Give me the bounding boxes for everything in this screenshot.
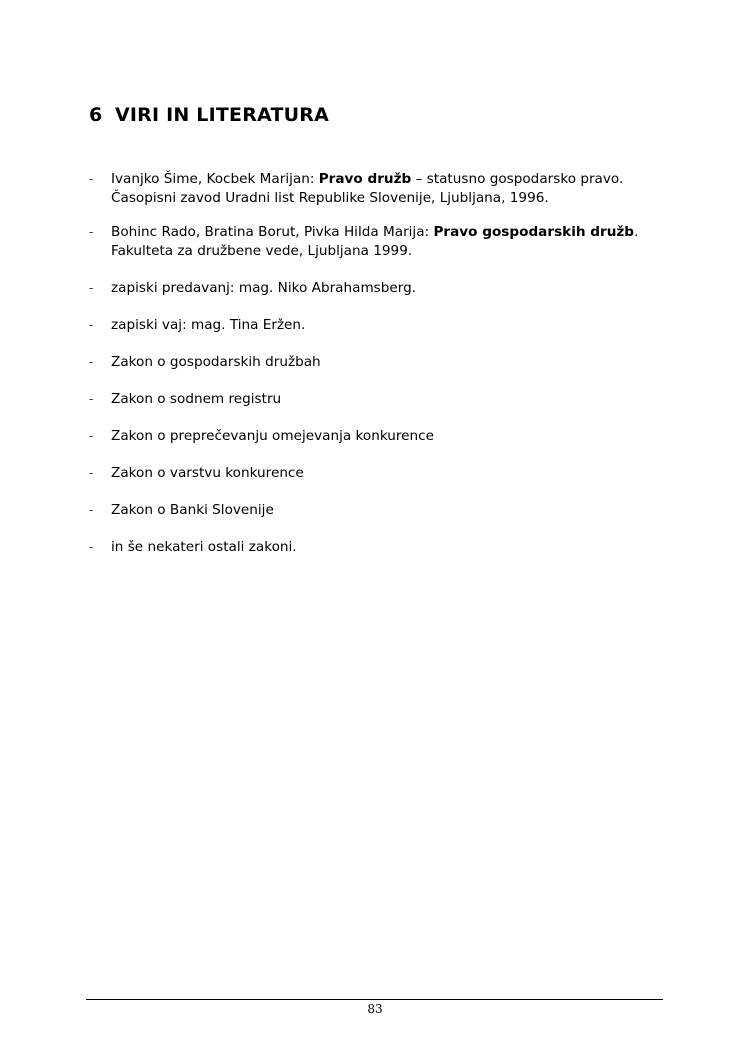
- list-dash: -: [89, 281, 94, 295]
- footer-divider: [86, 999, 663, 1000]
- list-dash: -: [89, 392, 94, 406]
- reference-title: Pravo družb: [318, 171, 412, 187]
- section-heading: [89, 104, 329, 126]
- reference-text: zapiski predavanj: mag. Niko Abrahamsberg.: [111, 280, 417, 296]
- reference-publisher: Časopisni zavod Uradni list Republike Slovenije, Ljubljana, 1996.: [111, 190, 549, 206]
- reference-text: in še nekateri ostali zakoni.: [111, 539, 297, 555]
- reference-line-1: [111, 170, 689, 189]
- reference-item: [89, 464, 689, 483]
- reference-text: Zakon o Banki Slovenije: [111, 502, 274, 518]
- reference-item: [89, 316, 689, 335]
- reference-text: zapiski vaj: mag. Tina Eržen.: [111, 317, 306, 333]
- reference-publisher: Fakulteta za družbene vede, Ljubljana 1999.: [111, 243, 413, 259]
- reference-item: [89, 279, 689, 298]
- reference-item: [89, 353, 689, 372]
- page-number: 83: [367, 1002, 383, 1016]
- reference-list: [89, 170, 689, 557]
- reference-title: Pravo gospodarskih družb: [433, 224, 635, 240]
- list-dash: -: [89, 172, 94, 186]
- reference-text: Zakon o varstvu konkurence: [111, 465, 304, 481]
- section-number: 6: [89, 104, 103, 126]
- reference-subtitle: – statusno gospodarsko pravo.: [411, 171, 624, 187]
- list-dash: -: [89, 503, 94, 517]
- reference-item: [89, 170, 689, 208]
- section-title: VIRI IN LITERATURA: [115, 104, 329, 126]
- list-dash: -: [89, 225, 94, 239]
- list-dash: -: [89, 466, 94, 480]
- reference-text: Zakon o gospodarskih družbah: [111, 354, 321, 370]
- list-dash: -: [89, 318, 94, 332]
- list-dash: -: [89, 540, 94, 554]
- reference-authors: Bohinc Rado, Bratina Borut, Pivka Hilda Marija:: [111, 224, 434, 240]
- reference-authors: Ivanjko Šime, Kocbek Marijan:: [111, 171, 319, 187]
- list-dash: -: [89, 355, 94, 369]
- reference-subtitle: .: [634, 224, 639, 240]
- reference-item: [89, 390, 689, 409]
- list-dash: -: [89, 429, 94, 443]
- reference-item: [89, 223, 689, 261]
- reference-item: [89, 427, 689, 446]
- reference-item: [89, 501, 689, 520]
- reference-text: Zakon o preprečevanju omejevanja konkurence: [111, 428, 435, 444]
- reference-text: Zakon o sodnem registru: [111, 391, 282, 407]
- reference-item: [89, 538, 689, 557]
- reference-line-1: [111, 223, 689, 242]
